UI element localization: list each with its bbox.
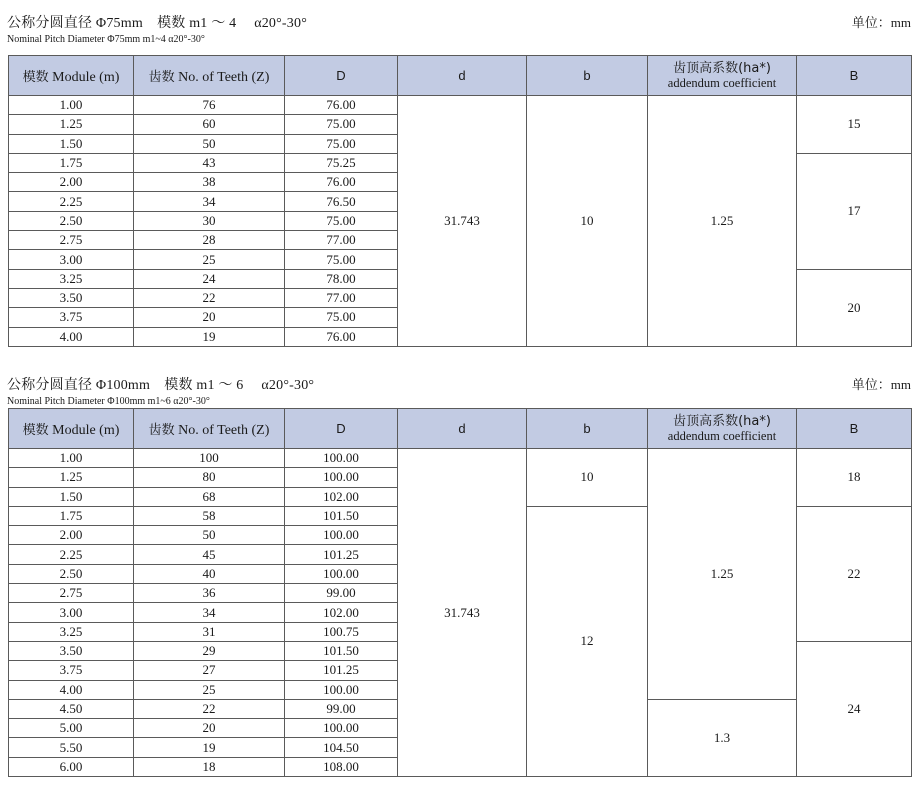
cell-teeth: 30 [134, 211, 285, 230]
cell-teeth: 38 [134, 173, 285, 192]
cell-module: 3.00 [9, 250, 134, 269]
cell-D: 104.50 [285, 738, 398, 757]
cell-D: 108.00 [285, 757, 398, 776]
section-title: 公称分圆直径 Φ100mm 模数 m1 ～ 6 α20°-30° [7, 378, 315, 393]
header-d: d [398, 56, 527, 96]
cell-module: 2.75 [9, 231, 134, 250]
cell-D: 75.00 [285, 211, 398, 230]
header-addendum: 齿顶高系数(ha*) addendum coefficient [648, 409, 797, 449]
cell-D: 100.00 [285, 719, 398, 738]
gear-spec-table [8, 408, 912, 777]
cell-module: 3.25 [9, 622, 134, 641]
gear-spec-table [8, 55, 912, 347]
cell-D: 102.00 [285, 487, 398, 506]
cell-module: 3.75 [9, 308, 134, 327]
header-b: b [527, 56, 648, 96]
cell-D: 76.00 [285, 327, 398, 346]
cell-teeth: 40 [134, 564, 285, 583]
cell-teeth: 45 [134, 545, 285, 564]
cell-D: 78.00 [285, 269, 398, 288]
cell-teeth: 20 [134, 719, 285, 738]
header-B: B [797, 56, 912, 96]
cell-module: 5.00 [9, 719, 134, 738]
header-module: 模数 Module (m) [9, 409, 134, 449]
unit-label: 单位：mm [851, 377, 911, 392]
cell-teeth: 100 [134, 449, 285, 468]
cell-B: 15 [797, 96, 912, 154]
cell-D: 101.50 [285, 506, 398, 525]
cell-teeth: 18 [134, 757, 285, 776]
cell-teeth: 34 [134, 603, 285, 622]
cell-teeth: 19 [134, 327, 285, 346]
cell-d: 31.743 [398, 96, 527, 347]
cell-D: 100.00 [285, 564, 398, 583]
cell-module: 2.25 [9, 192, 134, 211]
cell-teeth: 19 [134, 738, 285, 757]
cell-addendum: 1.25 [648, 96, 797, 347]
cell-module: 1.25 [9, 468, 134, 487]
cell-teeth: 27 [134, 661, 285, 680]
cell-D: 75.00 [285, 115, 398, 134]
table-header-row [9, 56, 912, 96]
header-teeth: 齿数 No. of Teeth (Z) [134, 409, 285, 449]
cell-D: 75.00 [285, 250, 398, 269]
cell-teeth: 76 [134, 96, 285, 115]
header-b: b [527, 409, 648, 449]
unit-label: 单位：mm [851, 15, 911, 30]
cell-D: 100.00 [285, 526, 398, 545]
cell-module: 1.00 [9, 96, 134, 115]
cell-D: 101.25 [285, 661, 398, 680]
cell-module: 4.50 [9, 699, 134, 718]
cell-D: 77.00 [285, 288, 398, 307]
cell-B: 18 [797, 449, 912, 507]
cell-module: 3.75 [9, 661, 134, 680]
cell-B: 17 [797, 153, 912, 269]
cell-teeth: 22 [134, 288, 285, 307]
cell-D: 99.00 [285, 699, 398, 718]
cell-teeth: 50 [134, 526, 285, 545]
section-subtitle: Nominal Pitch Diameter Φ75mm m1~4 α20°-30° [7, 34, 205, 45]
cell-D: 76.50 [285, 192, 398, 211]
cell-teeth: 58 [134, 506, 285, 525]
cell-teeth: 80 [134, 468, 285, 487]
cell-B: 20 [797, 269, 912, 346]
cell-D: 100.75 [285, 622, 398, 641]
header-teeth: 齿数 No. of Teeth (Z) [134, 56, 285, 96]
cell-b: 10 [527, 449, 648, 507]
header-module: 模数 Module (m) [9, 56, 134, 96]
cell-module: 6.00 [9, 757, 134, 776]
cell-D: 76.00 [285, 96, 398, 115]
cell-D: 76.00 [285, 173, 398, 192]
cell-teeth: 43 [134, 153, 285, 172]
cell-module: 2.25 [9, 545, 134, 564]
cell-teeth: 24 [134, 269, 285, 288]
cell-module: 1.25 [9, 115, 134, 134]
section-subtitle: Nominal Pitch Diameter Φ100mm m1~6 α20°-30° [7, 396, 210, 407]
section-title: 公称分圆直径 Φ75mm 模数 m1 ～ 4 α20°-30° [7, 16, 307, 31]
cell-D: 101.25 [285, 545, 398, 564]
cell-module: 2.50 [9, 211, 134, 230]
cell-D: 100.00 [285, 680, 398, 699]
cell-module: 3.50 [9, 641, 134, 660]
cell-module: 1.00 [9, 449, 134, 468]
cell-teeth: 36 [134, 584, 285, 603]
cell-B: 24 [797, 641, 912, 776]
cell-module: 2.50 [9, 564, 134, 583]
cell-D: 75.00 [285, 308, 398, 327]
cell-teeth: 68 [134, 487, 285, 506]
cell-module: 4.00 [9, 327, 134, 346]
cell-teeth: 31 [134, 622, 285, 641]
cell-teeth: 50 [134, 134, 285, 153]
cell-module: 3.50 [9, 288, 134, 307]
cell-module: 2.00 [9, 526, 134, 545]
cell-d: 31.743 [398, 449, 527, 777]
cell-D: 99.00 [285, 584, 398, 603]
cell-teeth: 34 [134, 192, 285, 211]
table-row [9, 96, 912, 115]
cell-teeth: 60 [134, 115, 285, 134]
cell-module: 3.25 [9, 269, 134, 288]
header-D: D [285, 409, 398, 449]
cell-addendum: 1.3 [648, 699, 797, 776]
cell-D: 101.50 [285, 641, 398, 660]
cell-B: 22 [797, 506, 912, 641]
header-addendum: 齿顶高系数(ha*) addendum coefficient [648, 56, 797, 96]
cell-module: 1.75 [9, 153, 134, 172]
cell-teeth: 29 [134, 641, 285, 660]
cell-module: 1.50 [9, 487, 134, 506]
cell-b: 10 [527, 96, 648, 347]
cell-D: 75.25 [285, 153, 398, 172]
table-header-row [9, 409, 912, 449]
cell-b: 12 [527, 506, 648, 776]
cell-teeth: 25 [134, 250, 285, 269]
cell-D: 77.00 [285, 231, 398, 250]
cell-D: 100.00 [285, 449, 398, 468]
cell-teeth: 25 [134, 680, 285, 699]
header-B: B [797, 409, 912, 449]
cell-teeth: 28 [134, 231, 285, 250]
cell-teeth: 20 [134, 308, 285, 327]
cell-D: 75.00 [285, 134, 398, 153]
header-d: d [398, 409, 527, 449]
cell-module: 1.75 [9, 506, 134, 525]
cell-module: 2.75 [9, 584, 134, 603]
cell-D: 100.00 [285, 468, 398, 487]
cell-addendum: 1.25 [648, 449, 797, 700]
table-row [9, 449, 912, 468]
header-D: D [285, 56, 398, 96]
cell-D: 102.00 [285, 603, 398, 622]
cell-module: 1.50 [9, 134, 134, 153]
cell-module: 4.00 [9, 680, 134, 699]
cell-module: 3.00 [9, 603, 134, 622]
cell-module: 2.00 [9, 173, 134, 192]
cell-teeth: 22 [134, 699, 285, 718]
cell-module: 5.50 [9, 738, 134, 757]
